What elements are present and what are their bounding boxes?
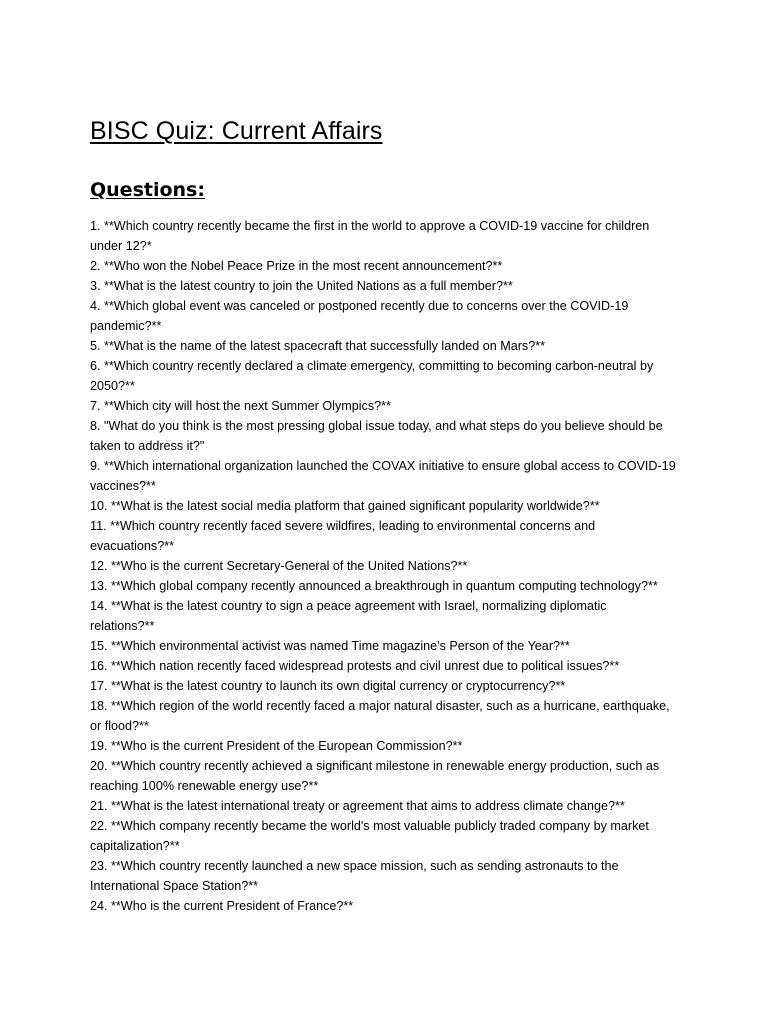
question-text-line: vaccines?** [90, 479, 156, 493]
question-item [90, 696, 690, 736]
question-text-line: 18. **Which region of the world recently faced a major natural disaster, such as a hurricane, earthquake, [90, 699, 670, 713]
question-item [90, 576, 690, 596]
question-item [90, 816, 690, 856]
question-text-line: 10. **What is the latest social media platform that gained significant popularity worldwide?** [90, 499, 600, 513]
question-item [90, 496, 690, 516]
question-item [90, 276, 690, 296]
question-text-line: 20. **Which country recently achieved a significant milestone in renewable energy production, such as [90, 759, 660, 773]
question-text-line: under 12?* [90, 239, 152, 253]
question-text-line: 21. **What is the latest international treaty or agreement that aims to address climate change?** [90, 799, 625, 813]
question-text-line: capitalization?** [90, 839, 180, 853]
question-list [90, 216, 690, 916]
questions-heading: Questions: [90, 179, 205, 201]
question-text-line: 24. **Who is the current President of France?** [90, 899, 354, 913]
question-text-line: 22. **Which company recently became the world's most valuable publicly traded company by market [90, 819, 649, 833]
question-text-line: 2. **Who won the Nobel Peace Prize in the most recent announcement?** [90, 259, 503, 273]
question-item [90, 336, 690, 356]
question-item [90, 756, 690, 796]
document-title: BISC Quiz: Current Affairs [90, 117, 383, 145]
question-text-line: 15. **Which environmental activist was named Time magazine's Person of the Year?** [90, 639, 570, 653]
question-text-line: 7. **Which city will host the next Summer Olympics?** [90, 399, 391, 413]
question-item [90, 296, 690, 336]
question-text-line: 11. **Which country recently faced severe wildfires, leading to environmental concerns and [90, 519, 596, 533]
question-item [90, 736, 690, 756]
question-text-line: pandemic?** [90, 319, 162, 333]
question-text-line: 2050?** [90, 379, 135, 393]
question-text-line: 14. **What is the latest country to sign a peace agreement with Israel, normalizing diplomatic [90, 599, 607, 613]
question-item [90, 856, 690, 896]
question-text-line: 17. **What is the latest country to launch its own digital currency or cryptocurrency?** [90, 679, 566, 693]
question-text-line: 19. **Who is the current President of the European Commission?** [90, 739, 463, 753]
question-text-line: taken to address it?" [90, 439, 205, 453]
question-item [90, 516, 690, 556]
question-text-line: 4. **Which global event was canceled or postponed recently due to concerns over the COVID-19 [90, 299, 629, 313]
question-text-line: reaching 100% renewable energy use?** [90, 779, 319, 793]
question-text-line: 23. **Which country recently launched a new space mission, such as sending astronauts to the [90, 859, 619, 873]
question-text-line: 6. **Which country recently declared a climate emergency, committing to becoming carbon-neutral by [90, 359, 654, 373]
question-item [90, 256, 690, 276]
question-item [90, 416, 690, 456]
question-item [90, 556, 690, 576]
question-item [90, 356, 690, 396]
question-item [90, 396, 690, 416]
question-item [90, 596, 690, 636]
question-text-line: 9. **Which international organization launched the COVAX initiative to ensure global access to COVID-19 [90, 459, 676, 473]
question-item [90, 456, 690, 496]
question-text-line: or flood?** [90, 719, 149, 733]
question-text-line: 1. **Which country recently became the first in the world to approve a COVID-19 vaccine for children [90, 219, 650, 233]
question-text-line: relations?** [90, 619, 155, 633]
question-text-line: evacuations?** [90, 539, 175, 553]
question-text-line: 12. **Who is the current Secretary-General of the United Nations?** [90, 559, 468, 573]
question-text-line: 3. **What is the latest country to join the United Nations as a full member?** [90, 279, 513, 293]
question-text-line: 13. **Which global company recently announced a breakthrough in quantum computing technology?** [90, 579, 658, 593]
question-text-line: 8. "What do you think is the most pressing global issue today, and what steps do you believe should be [90, 419, 663, 433]
question-item [90, 896, 690, 916]
question-item [90, 636, 690, 656]
question-item [90, 216, 690, 256]
question-text-line: 5. **What is the name of the latest spacecraft that successfully landed on Mars?** [90, 339, 546, 353]
question-item [90, 676, 690, 696]
question-text-line: International Space Station?** [90, 879, 259, 893]
question-item [90, 656, 690, 676]
question-item [90, 796, 690, 816]
question-text-line: 16. **Which nation recently faced widespread protests and civil unrest due to political issues?** [90, 659, 620, 673]
